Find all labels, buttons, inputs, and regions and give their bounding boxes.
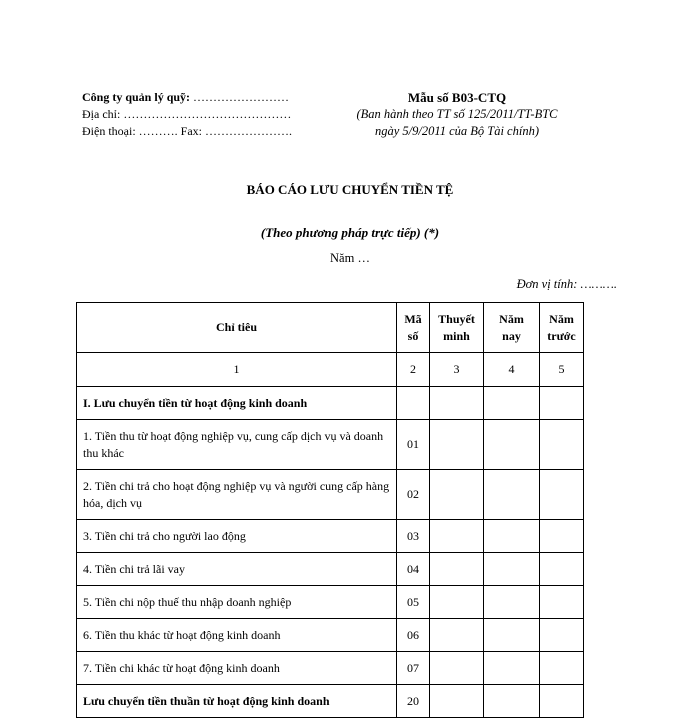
row-prev-year bbox=[540, 387, 584, 420]
column-number: 1 bbox=[77, 353, 397, 387]
row-this-year bbox=[484, 387, 540, 420]
column-number-row bbox=[77, 353, 584, 387]
row-code: 20 bbox=[397, 685, 430, 718]
row-prev-year bbox=[540, 685, 584, 718]
row-code bbox=[397, 387, 430, 420]
row-prev-year bbox=[540, 586, 584, 619]
row-name: 6. Tiền thu khác từ hoạt động kinh doanh bbox=[77, 619, 397, 652]
table-row bbox=[77, 553, 584, 586]
report-title: BÁO CÁO LƯU CHUYỂN TIỀN TỆ bbox=[246, 182, 454, 197]
row-name: Lưu chuyển tiền thuần từ hoạt động kinh doanh bbox=[77, 685, 397, 718]
header-note: Thuyết minh bbox=[430, 303, 484, 353]
cash-flow-table bbox=[76, 302, 584, 718]
row-name: 4. Tiền chi trả lãi vay bbox=[77, 553, 397, 586]
row-code: 07 bbox=[397, 652, 430, 685]
row-note bbox=[430, 553, 484, 586]
table-row bbox=[77, 619, 584, 652]
column-number: 2 bbox=[397, 353, 430, 387]
table-row bbox=[77, 586, 584, 619]
row-this-year bbox=[484, 619, 540, 652]
company-line bbox=[82, 89, 292, 106]
row-note bbox=[430, 387, 484, 420]
row-name: 5. Tiền chi nộp thuế thu nhập doanh nghiệp bbox=[77, 586, 397, 619]
row-name: I. Lưu chuyển tiền từ hoạt động kinh doanh bbox=[77, 387, 397, 420]
column-number: 4 bbox=[484, 353, 540, 387]
company-label: Công ty quản lý quỹ: bbox=[82, 90, 191, 104]
table-row bbox=[77, 470, 584, 520]
report-year: Năm … bbox=[330, 251, 370, 265]
report-method: (Theo phương pháp trực tiếp) (*) bbox=[260, 225, 440, 240]
table-row bbox=[77, 387, 584, 420]
table-row bbox=[77, 520, 584, 553]
row-code: 01 bbox=[397, 420, 430, 470]
address-line: Địa chỉ: …………………………………… bbox=[82, 107, 292, 121]
row-this-year bbox=[484, 553, 540, 586]
row-code: 06 bbox=[397, 619, 430, 652]
header-this-year: Năm nay bbox=[484, 303, 540, 353]
table-row bbox=[77, 685, 584, 718]
row-this-year bbox=[484, 470, 540, 520]
row-prev-year bbox=[540, 619, 584, 652]
row-prev-year bbox=[540, 520, 584, 553]
row-prev-year bbox=[540, 420, 584, 470]
form-issued-line-2: ngày 5/9/2011 của Bộ Tài chính) bbox=[375, 124, 539, 138]
unit-label: Đơn vị tính: ………. bbox=[516, 277, 617, 291]
header-code: Mã số bbox=[397, 303, 430, 353]
row-name: 2. Tiền chi trả cho hoạt động nghiệp vụ và người cung cấp hàng hóa, dịch vụ bbox=[77, 470, 397, 520]
company-info bbox=[82, 89, 292, 140]
row-note bbox=[430, 652, 484, 685]
row-note bbox=[430, 470, 484, 520]
row-prev-year bbox=[540, 652, 584, 685]
form-code: Mẫu số B03-CTQ bbox=[407, 90, 507, 105]
phone-fax-line: Điện thoại: ………. Fax: …………………. bbox=[82, 124, 292, 138]
row-code: 04 bbox=[397, 553, 430, 586]
row-this-year bbox=[484, 652, 540, 685]
column-number: 5 bbox=[540, 353, 584, 387]
form-issued-line-1: (Ban hành theo TT số 125/2011/TT-BTC bbox=[356, 107, 558, 121]
column-number: 3 bbox=[430, 353, 484, 387]
header-prev-year: Năm trước bbox=[540, 303, 584, 353]
row-note bbox=[430, 685, 484, 718]
row-name: 7. Tiền chi khác từ hoạt động kinh doanh bbox=[77, 652, 397, 685]
row-this-year bbox=[484, 520, 540, 553]
row-note bbox=[430, 420, 484, 470]
row-name: 1. Tiền thu từ hoạt động nghiệp vụ, cung cấp dịch vụ và doanh thu khác bbox=[77, 420, 397, 470]
table-row bbox=[77, 420, 584, 470]
row-name: 3. Tiền chi trả cho người lao động bbox=[77, 520, 397, 553]
row-prev-year bbox=[540, 553, 584, 586]
row-note bbox=[430, 586, 484, 619]
company-dots: …………………… bbox=[190, 90, 290, 104]
table-row bbox=[77, 652, 584, 685]
row-code: 05 bbox=[397, 586, 430, 619]
table-header-row bbox=[77, 303, 584, 353]
row-prev-year bbox=[540, 470, 584, 520]
row-note bbox=[430, 520, 484, 553]
row-this-year bbox=[484, 685, 540, 718]
row-code: 03 bbox=[397, 520, 430, 553]
form-info bbox=[335, 89, 579, 140]
header-indicator: Chỉ tiêu bbox=[77, 303, 397, 353]
row-this-year bbox=[484, 586, 540, 619]
row-this-year bbox=[484, 420, 540, 470]
row-note bbox=[430, 619, 484, 652]
row-code: 02 bbox=[397, 470, 430, 520]
